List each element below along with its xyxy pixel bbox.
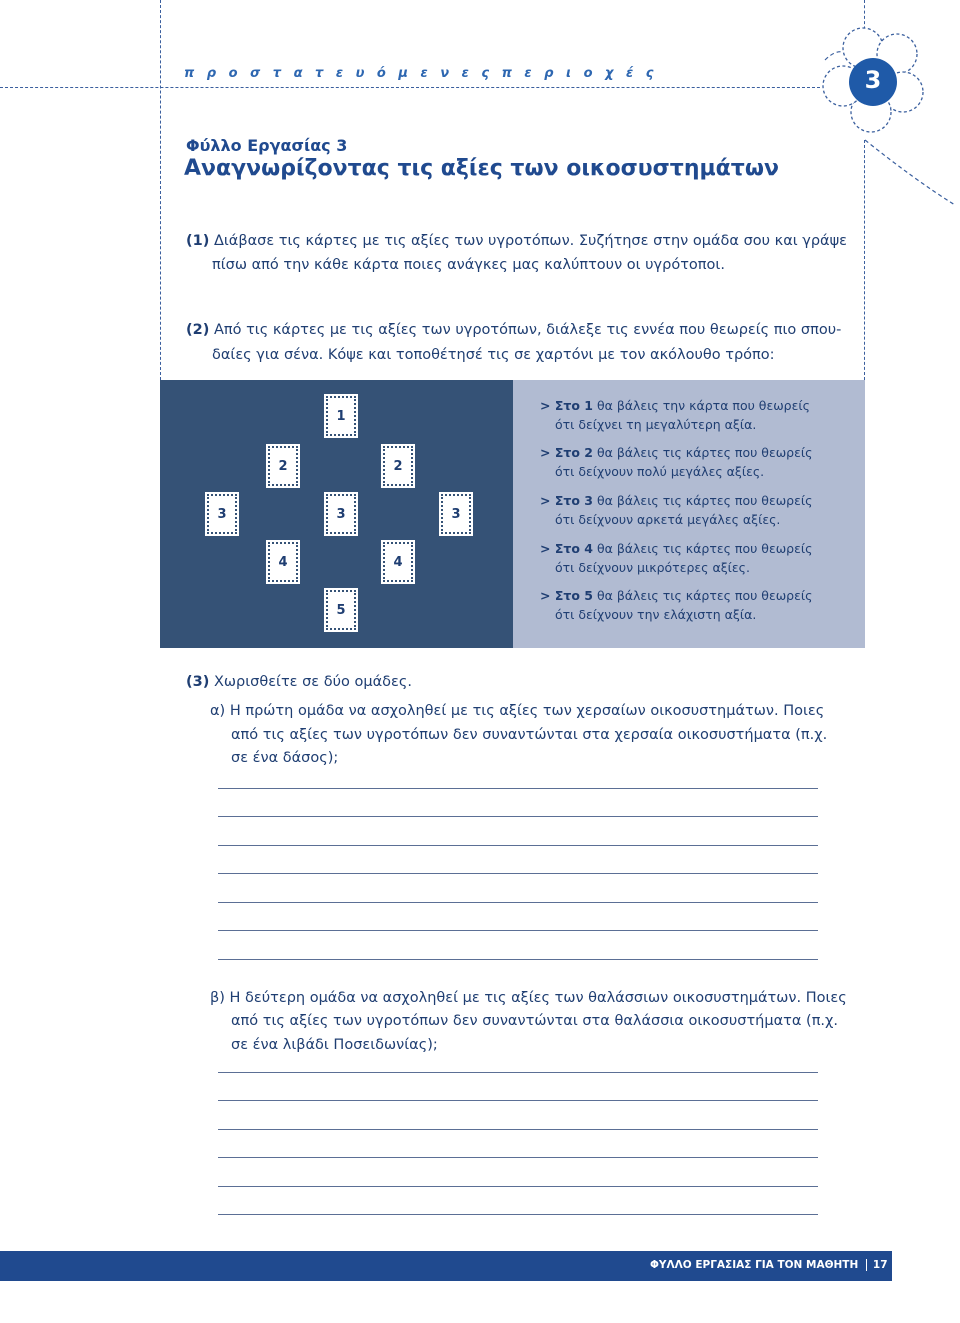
footer-label xyxy=(650,1259,888,1271)
answer-line[interactable] xyxy=(218,845,818,846)
task3b-line1: β) Η δεύτερη ομάδα να ασχοληθεί με τις αξίες των θαλάσσιων οικοσυστημάτων. Ποιες xyxy=(210,990,847,1006)
page-title: Αναγνωρίζοντας τις αξίες των οικοσυστημάτων xyxy=(184,156,779,181)
answer-line[interactable] xyxy=(218,816,818,817)
card-slot-4-right: 4 xyxy=(383,542,413,582)
answer-line[interactable] xyxy=(218,959,818,960)
left-dashed-rule xyxy=(160,0,161,380)
card-slot-2-right: 2 xyxy=(383,446,413,486)
task3a-line2: από τις αξίες των υγροτόπων δεν συναντώνται στα χερσαία οικοσυστήματα (π.χ. xyxy=(231,727,828,743)
card-slot-3-right: 3 xyxy=(441,494,471,534)
section-label: π ρ ο σ τ α τ ε υ ό μ ε ν ε ς π ε ρ ι ο χ έ ς xyxy=(184,66,658,81)
task1-number: (1) xyxy=(186,233,210,249)
answer-line[interactable] xyxy=(218,1072,818,1073)
task3a-line3: σε ένα δάσος); xyxy=(231,750,339,766)
badge-number: 3 xyxy=(864,66,882,94)
footer-text: ΦΥΛΛΟ ΕΡΓΑΣΙΑΣ ΓΙΑ ΤΟΝ ΜΑΘΗΤΗ xyxy=(650,1259,859,1271)
card-slot-1: 1 xyxy=(326,396,356,436)
card-slot-3-center: 3 xyxy=(326,494,356,534)
answer-line[interactable] xyxy=(218,1100,818,1101)
card-slot-3-left: 3 xyxy=(207,494,237,534)
answer-line[interactable] xyxy=(218,788,818,789)
rule-5: > Στο 5 θα βάλεις τις κάρτες που θεωρείς ότι δείχνουν την ελάχιστη αξία. xyxy=(540,588,813,622)
answer-line[interactable] xyxy=(218,873,818,874)
sheet-label: Φύλλο Εργασίας 3 xyxy=(186,136,348,155)
task3b-line3: σε ένα λιβάδι Ποσειδωνίας); xyxy=(231,1037,438,1053)
task2-paragraph xyxy=(186,318,841,342)
answer-line[interactable] xyxy=(218,1157,818,1158)
card-slot-2-left: 2 xyxy=(268,446,298,486)
answer-line[interactable] xyxy=(218,1129,818,1130)
card-slot-5: 5 xyxy=(326,590,356,630)
task3-intro: (3) Χωρισθείτε σε δύο ομάδες. xyxy=(186,674,412,690)
header-dashed-rule xyxy=(0,87,820,88)
task3b-line2: από τις αξίες των υγροτόπων δεν συναντώνται στα θαλάσσια οικοσυστήματα (π.χ. xyxy=(231,1013,839,1029)
task2-line1: Από τις κάρτες με τις αξίες των υγροτόπων, διάλεξε τις εννέα που θεωρείς πιο σπου- xyxy=(213,322,842,338)
rule-4: > Στο 4 θα βάλεις τις κάρτες που θεωρείς ότι δείχνουν μικρότερες αξίες. xyxy=(540,541,813,575)
task2-number: (2) xyxy=(186,322,210,338)
task3a-line1: α) Η πρώτη ομάδα να ασχοληθεί με τις αξίες των χερσαίων οικοσυστημάτων. Ποιες xyxy=(210,703,825,719)
answer-line[interactable] xyxy=(218,902,818,903)
flower-badge-icon xyxy=(805,0,960,210)
answer-line[interactable] xyxy=(218,930,818,931)
card-slot-4-left: 4 xyxy=(268,542,298,582)
answer-line[interactable] xyxy=(218,1214,818,1215)
task1-line2: πίσω από την κάθε κάρτα ποιες ανάγκες μας καλύπτουν οι υγρότοποι. xyxy=(212,257,725,273)
task1-line1: Διάβασε τις κάρτες με τις αξίες των υγροτόπων. Συζήτησε στην ομάδα σου και γράψε xyxy=(213,233,848,249)
task1-paragraph xyxy=(186,229,847,253)
page-number: 17 xyxy=(866,1259,888,1271)
rule-2: > Στο 2 θα βάλεις τις κάρτες που θεωρείς ότι δείχνουν πολύ μεγάλες αξίες. xyxy=(540,445,813,479)
rule-1: > Στο 1 θα βάλεις την κάρτα που θεωρείς ότι δείχνει τη μεγαλύτερη αξία. xyxy=(540,398,810,432)
rule-3: > Στο 3 θα βάλεις τις κάρτες που θεωρείς ότι δείχνουν αρκετά μεγάλες αξίες. xyxy=(540,493,813,527)
task2-line2: δαίες για σένα. Κόψε και τοποθέτησέ τις σε χαρτόνι με τον ακόλουθο τρόπο: xyxy=(212,347,775,363)
answer-line[interactable] xyxy=(218,1186,818,1187)
task3-number: (3) xyxy=(186,674,210,690)
